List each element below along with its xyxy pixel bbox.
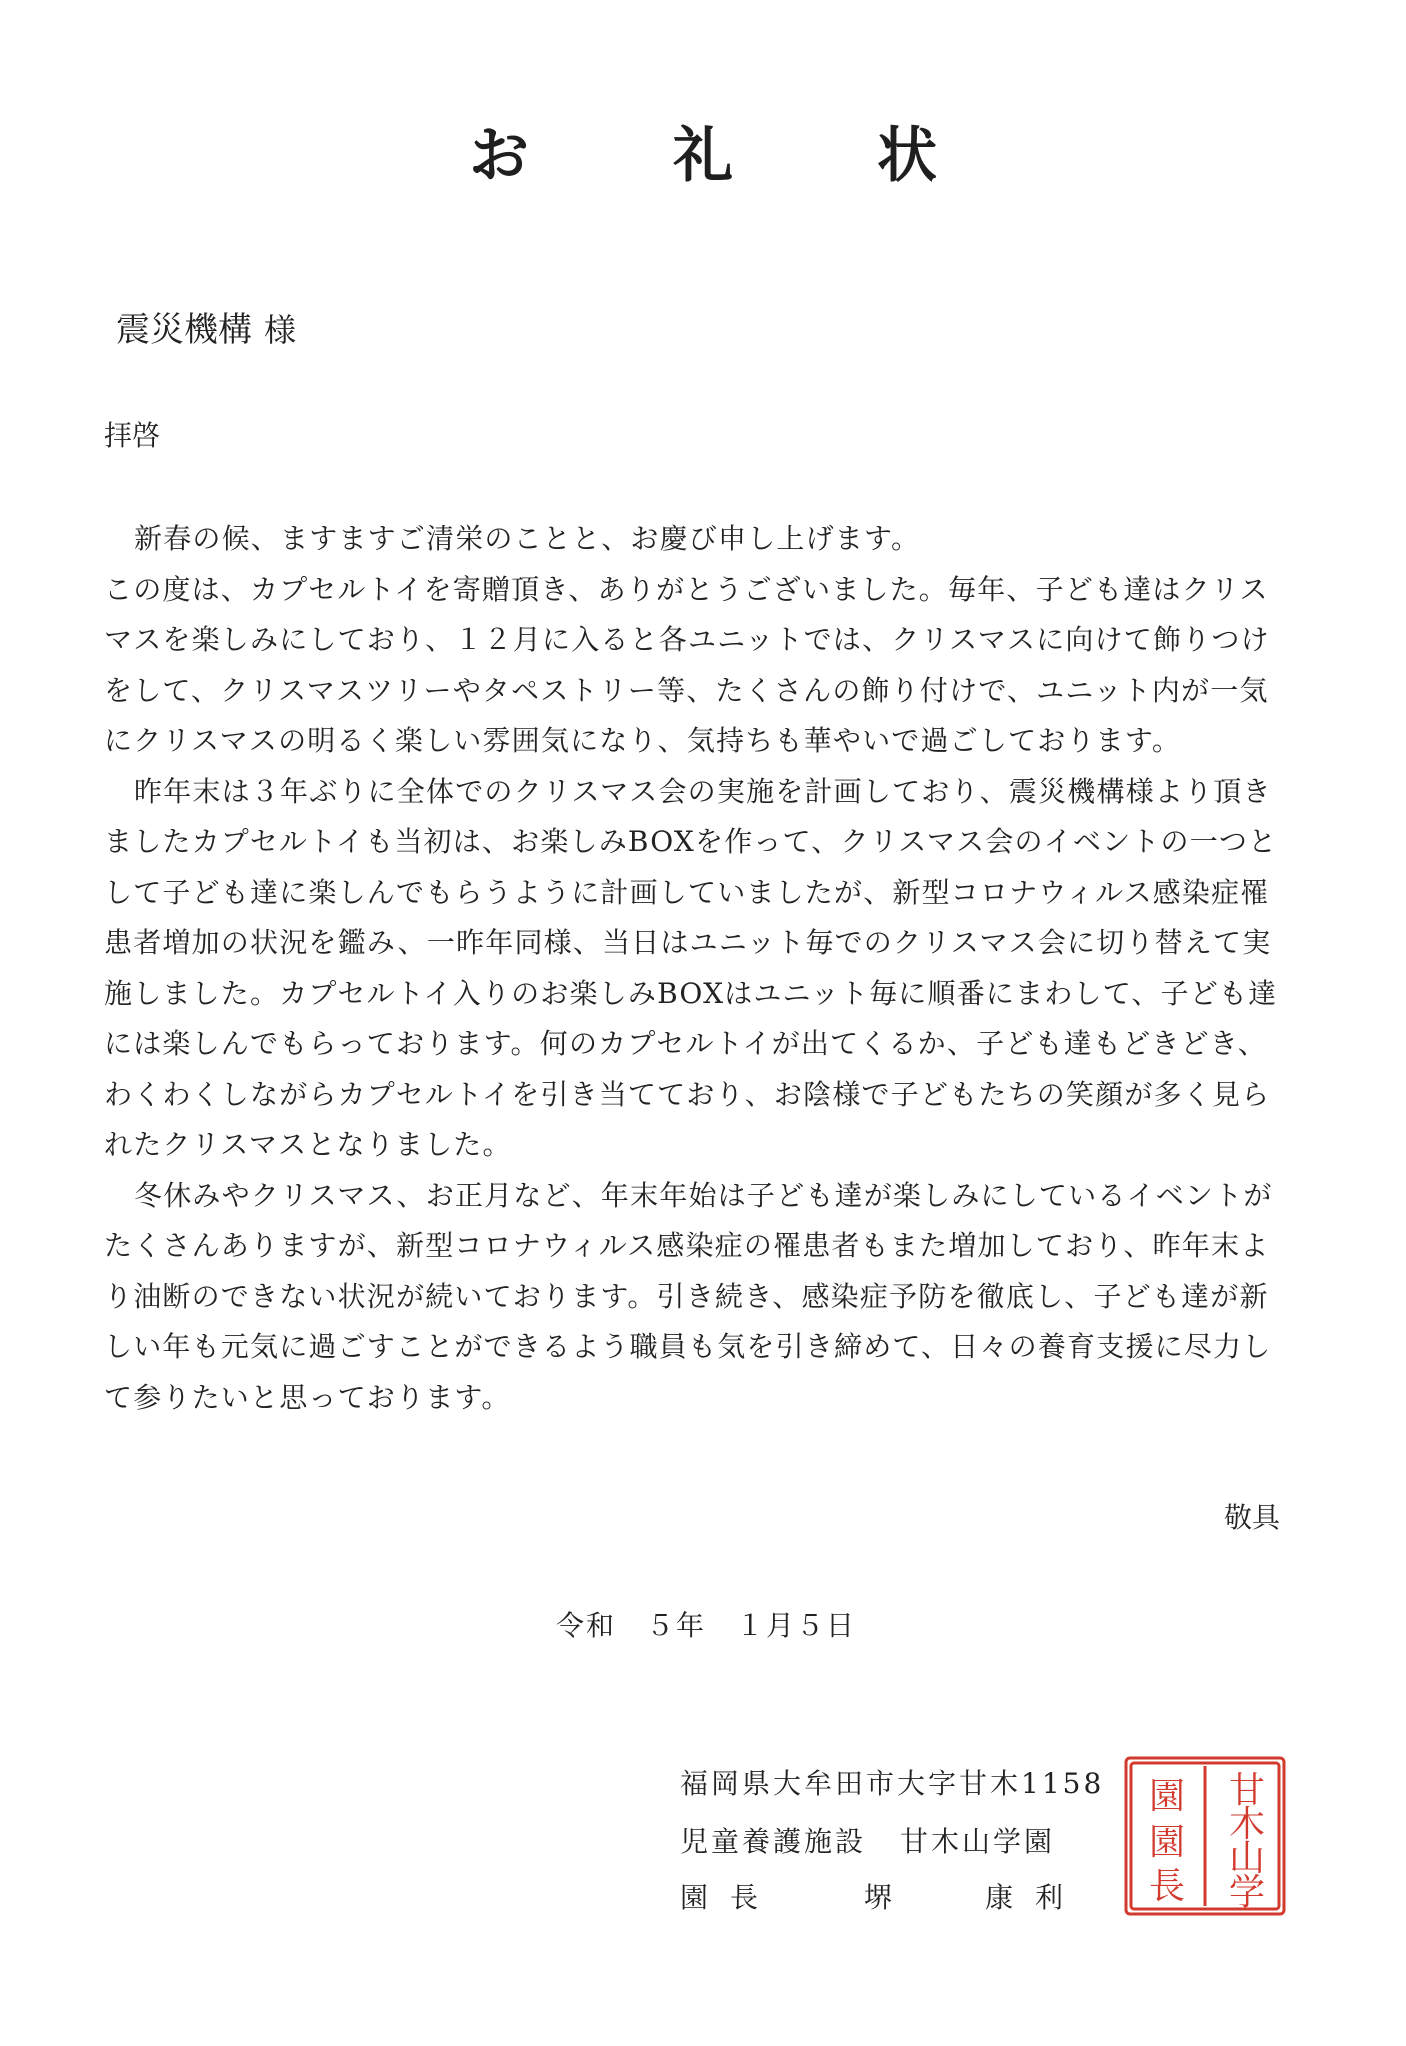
official-seal-stamp — [1120, 1752, 1290, 1920]
paragraph-closing-wishes: 冬休みやクリスマス、お正月など、年末年始は子ども達が楽しみにしているイベントがたくさんありますが、新型コロナウィルス感染症の罹患者もまた増加しており、昨年末より油断のできない状況が続いております。引き続き、感染症予防を徹底し、子ども達が新しい年も元気に過ごすことができるよう職員も気を引き締めて、日々の養育支援に尽力して参りたいと思っております。 — [104, 1178, 1273, 1414]
paragraph-thanks: この度は、カプセルトイを寄贈頂き、ありがとうございました。毎年、子ども達はクリスマスを楽しみにしており、１２月に入ると各ユニットでは、クリスマスに向けて飾りつけをして、クリスマスツリーやタペストリー等、たくさんの飾り付けで、ユニット内が一気にクリスマスの明るく楽しい雰囲気になり、気持ちも華やいで過ごしております。 — [104, 572, 1270, 757]
svg-text:甘: 甘 — [1228, 1770, 1266, 1811]
svg-text:木: 木 — [1228, 1804, 1266, 1845]
opening-greeting: 拝啓 — [104, 419, 161, 452]
recipient-line — [116, 302, 296, 351]
recipient-name: 震災機構 — [116, 310, 252, 350]
sender-facility — [680, 1820, 1055, 1860]
paragraph-event: 昨年末は３年ぶりに全体でのクリスマス会の実施を計画しており、震災機構様より頂きましたカプセルトイも当初は、お楽しみBOXを作って、クリスマス会のイベントの一つとして子ども達に楽しんでもらうように計画していましたが、新型コロナウィルス感染症罹患者増加の状況を鑑み、一昨年同様、当日はユニット毎でのクリスマス会に切り替えて実施しました。カプセルトイ入りのお楽しみBOXはユニット毎に順番にまわして、子ども達には楽しんでもらっております。何のカプセルトイが出てくるか、子ども達もどきどき、わくわくしながらカプセルトイを引き当てており、お陰様で子どもたちの笑顔が多く見られたクリスマスとなりました。 — [104, 774, 1278, 1161]
svg-text:長: 長 — [1148, 1866, 1186, 1907]
director-title: 園長 — [680, 1881, 781, 1914]
facility-name: 甘木山学園 — [900, 1825, 1056, 1858]
letter-date: 令和 ５年 １月５日 — [556, 1609, 857, 1642]
facility-type: 児童養護施設 — [680, 1825, 867, 1858]
sender-address: 福岡県大牟田市大字甘木1158 — [680, 1767, 1105, 1800]
recipient-honorific: 様 — [264, 311, 297, 349]
closing-word: 敬具 — [1224, 1501, 1281, 1534]
director-given-name: 康利 — [985, 1881, 1086, 1914]
director-family-name: 堺 — [864, 1881, 896, 1914]
svg-text:園: 園 — [1148, 1822, 1186, 1863]
svg-text:園: 園 — [1148, 1776, 1186, 1817]
svg-text:学: 学 — [1228, 1872, 1266, 1913]
svg-text:山: 山 — [1228, 1838, 1266, 1879]
letter-title: お 礼 状 — [469, 121, 979, 191]
paragraph-seasonal: 新春の候、ますますご清栄のことと、お慶び申し上げます。 — [134, 522, 921, 555]
sender-director — [680, 1876, 1085, 1916]
letter-body — [104, 514, 1284, 1423]
